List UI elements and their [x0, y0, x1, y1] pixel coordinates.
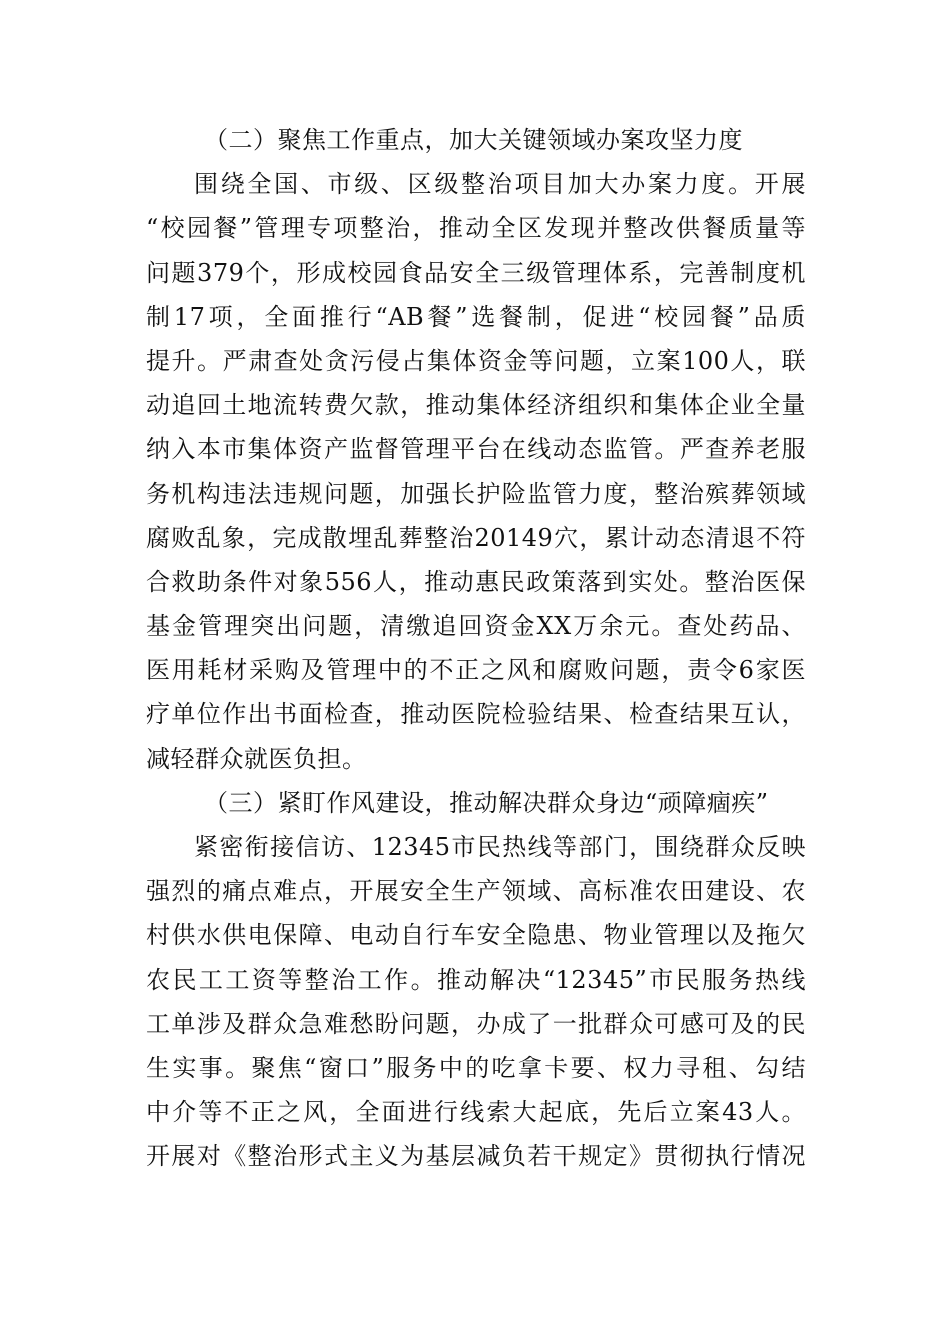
paragraph-line: 中介等不正之风，全面进行线索大起底，先后立案43人。 [146, 1098, 806, 1127]
paragraph-line: 合救助条件对象556人，推动惠民政策落到实处。整治医保 [146, 567, 806, 596]
paragraph-line: 开展对《整治形式主义为基层减负若干规定》贯彻执行情况 [146, 1142, 806, 1171]
paragraph-line: 腐败乱象，完成散埋乱葬整治20149穴，累计动态清退不符 [146, 523, 806, 552]
paragraph-line: 疗单位作出书面检查，推动医院检验结果、检查结果互认， [146, 700, 806, 729]
paragraph-line: 农民工工资等整治工作。推动解决“12345”市民服务热线 [146, 965, 806, 994]
section-2-paragraph [146, 162, 806, 781]
paragraph-line: 务机构违法违规问题，加强长护险监管力度，整治殡葬领域 [146, 479, 806, 508]
paragraph-line: “校园餐”管理专项整治，推动全区发现并整改供餐质量等 [146, 214, 806, 243]
paragraph-line: 村供水供电保障、电动自行车安全隐患、物业管理以及拖欠 [146, 921, 806, 950]
paragraph-line: 强烈的痛点难点，开展安全生产领域、高标准农田建设、农 [146, 877, 806, 906]
paragraph-line: 工单涉及群众急难愁盼问题，办成了一批群众可感可及的民 [146, 1009, 806, 1038]
paragraph-line: 问题379个，形成校园食品安全三级管理体系，完善制度机 [146, 258, 806, 287]
paragraph-line: 医用耗材采购及管理中的不正之风和腐败问题，责令6家医 [146, 656, 806, 685]
paragraph-line: 纳入本市集体资产监督管理平台在线动态监管。严查养老服 [146, 435, 806, 464]
paragraph-line: 动追回土地流转费欠款，推动集体经济组织和集体企业全量 [146, 391, 806, 420]
section-heading-2: （二）聚焦工作重点，加大关键领域办案攻坚力度 [204, 126, 743, 154]
section-heading-3: （三）紧盯作风建设，推动解决群众身边“顽障痼疾” [204, 788, 769, 817]
paragraph-line: 制17项，全面推行“AB餐”选餐制，促进“校园餐”品质 [146, 302, 806, 331]
paragraph-line: 减轻群众就医负担。 [146, 744, 367, 773]
paragraph-line: 生实事。聚焦“窗口”服务中的吃拿卡要、权力寻租、勾结 [146, 1053, 806, 1082]
paragraph-line: 紧密衔接信访、12345市民热线等部门，围绕群众反映 [194, 833, 806, 861]
paragraph-line: 基金管理突出问题，清缴追回资金XX万余元。查处药品、 [146, 612, 806, 641]
paragraph-line: 围绕全国、市级、区级整治项目加大办案力度。开展 [194, 170, 806, 199]
section-3-paragraph [146, 825, 806, 1179]
paragraph-line: 提升。严肃查处贪污侵占集体资金等问题，立案100人，联 [146, 346, 806, 375]
document-body [146, 118, 806, 1179]
